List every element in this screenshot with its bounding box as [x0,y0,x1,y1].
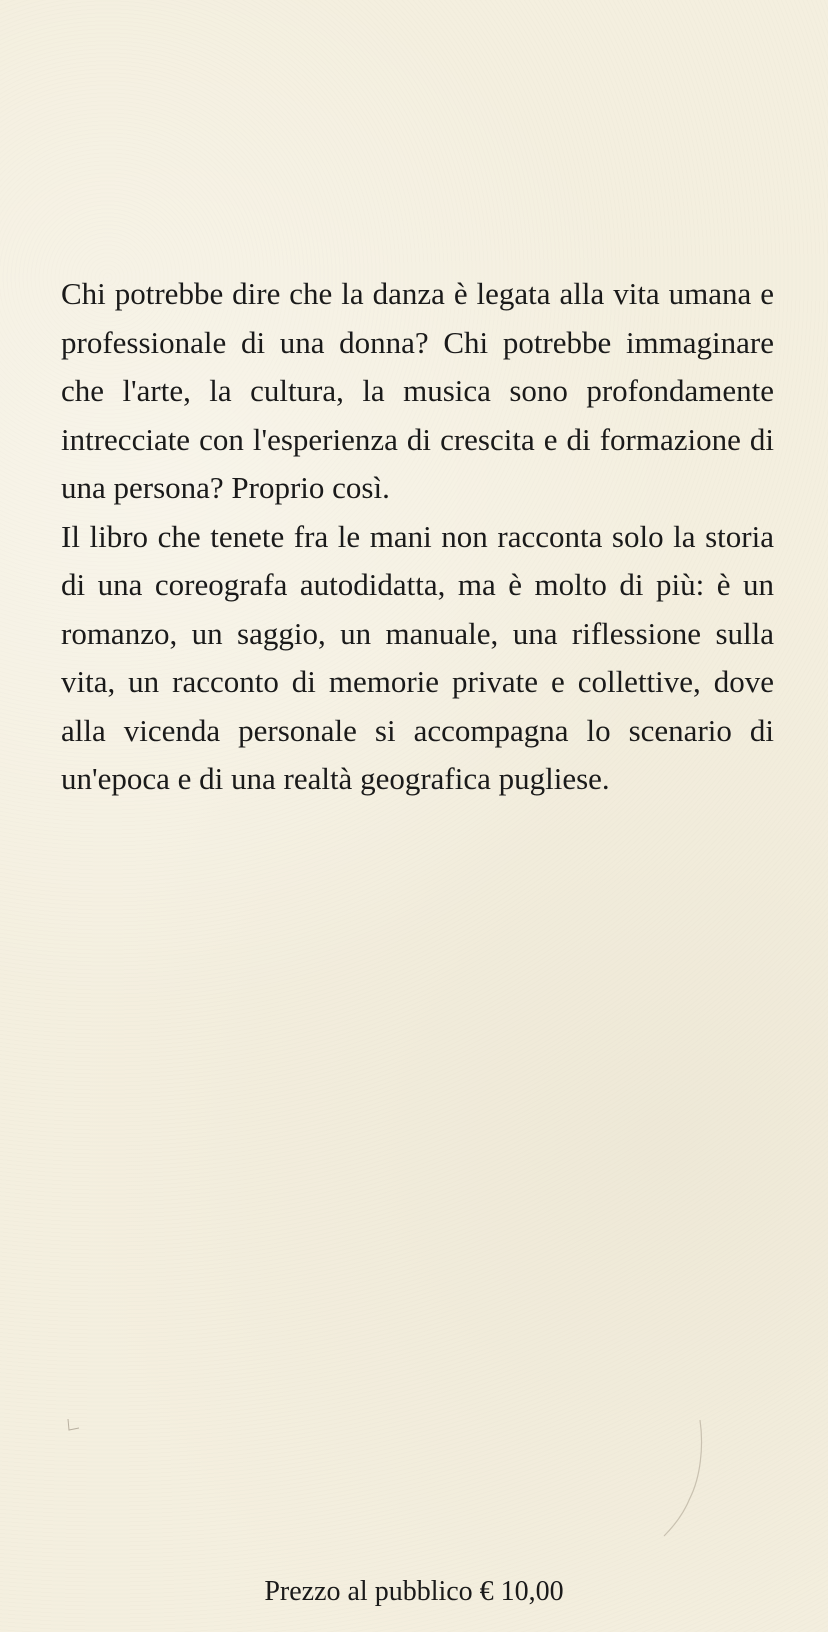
paper-crease-mark [660,1418,710,1538]
blurb-paragraph-2: Il libro che tenete fra le mani non racconta solo la storia di una coreografa autodidatta, ma è molto di più: è un romanzo, un saggio, un manuale, una riflessione sulla vita, un racconto di memorie private e collettive, dove alla vicenda personale si accompagna lo scenario di un'epoca e di una realtà geografica pugliese. [61,518,774,796]
price-label: Prezzo al pubblico € 10,00 [264,1576,564,1607]
paper-mark-small [66,1418,82,1432]
blurb-paragraph-1: Chi potrebbe dire che la danza è legata alla vita umana e professionale di una donna? Chi potrebbe immaginare che l'arte, la cultura, la musica sono profondamente intrecciate con l'esperienza di crescita e di formazione di una persona? Proprio così. [61,276,774,505]
blurb-text [61,270,774,804]
